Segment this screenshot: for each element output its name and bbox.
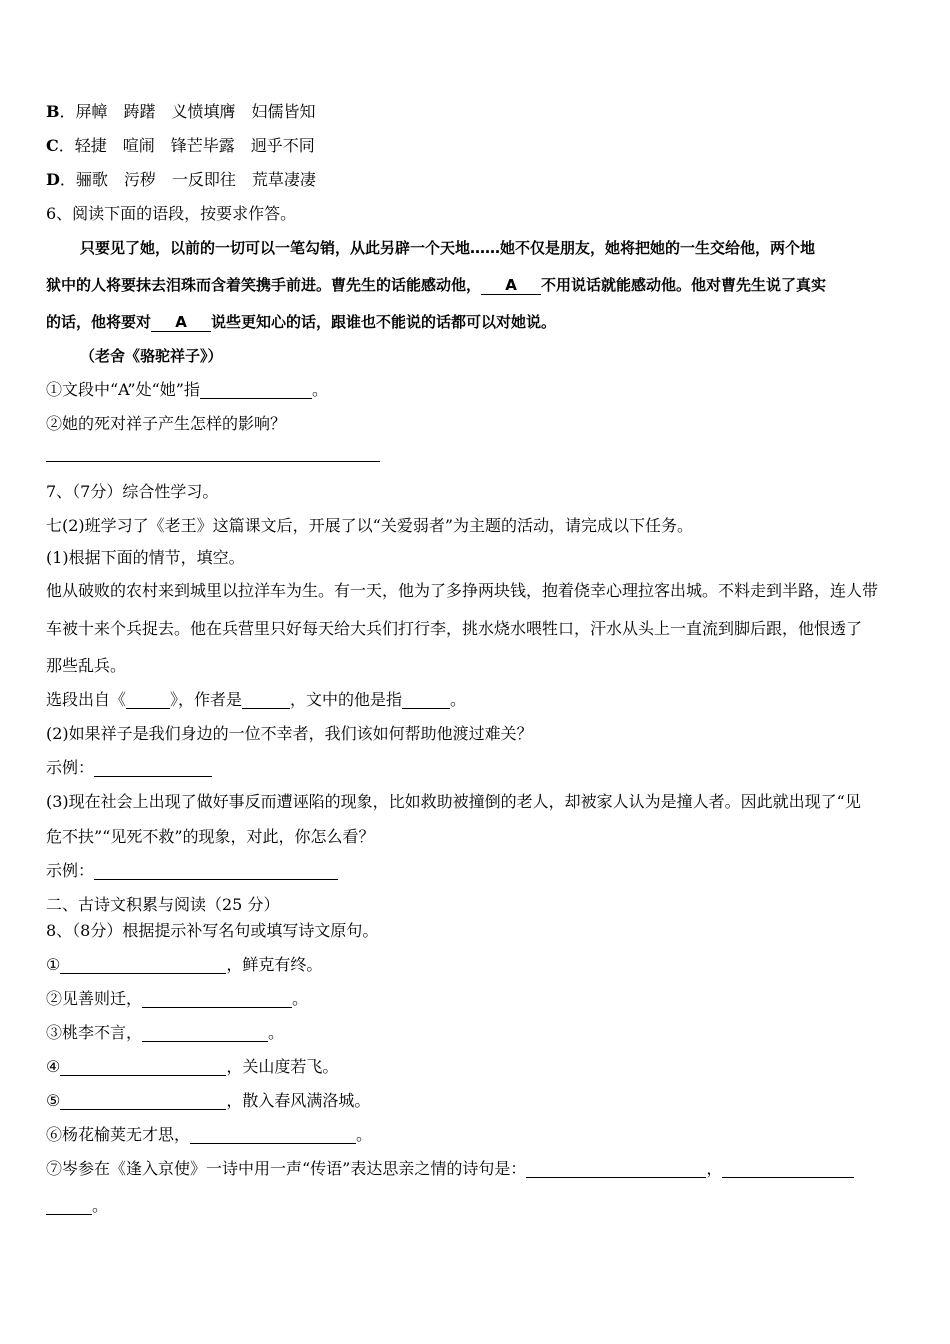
q7-fill-line xyxy=(46,689,466,711)
line-text: ②见善则迁， xyxy=(46,989,143,1008)
option-d xyxy=(46,169,316,191)
q6-source: （老舍《骆驼祥子》） xyxy=(80,347,223,365)
fill-text: ，文中的他是指 xyxy=(290,690,403,709)
q7-heading: 7、（7分）综合性学习。 xyxy=(46,482,219,501)
passage-text: 说些更知心的话，跟谁也不能说的话都可以对她说。 xyxy=(211,313,557,331)
answer-blank[interactable] xyxy=(190,1125,356,1144)
passage-text: 的话，他将要对 xyxy=(46,313,152,331)
passage-text: 不用说话就能感动他。他对曹先生说了真实 xyxy=(541,276,827,294)
q6-sub1 xyxy=(46,379,328,401)
option-b xyxy=(46,101,316,123)
answer-blank[interactable] xyxy=(60,1091,226,1110)
answer-blank[interactable] xyxy=(94,758,212,777)
fill-text: 》，作者是 xyxy=(170,690,243,709)
q7-example2 xyxy=(46,757,212,779)
q7-task3-line2: 危不扶”“见死不救”的现象，对此，你怎么看？ xyxy=(46,827,375,846)
q6-passage-line1: 只要见了她，以前的一切可以一笔勾销，从此另辟一个天地……她不仅是朋友，她将把她的一生交给他，两个地 xyxy=(80,239,816,257)
sub1-text: ①文段中“A”处“她”指 xyxy=(46,380,200,399)
q6-heading: 6、阅读下面的语段，按要求作答。 xyxy=(46,204,297,223)
answer-blank[interactable] xyxy=(242,690,290,709)
fill-text: 。 xyxy=(450,690,467,709)
q7-passage-line2: 车被十来个兵捉去。他在兵营里只好每天给大兵们打行李，挑水烧水喂牲口，汗水从头上一直流到脚后跟，他恨透了 xyxy=(46,619,863,638)
line-text: ，散入春风满洛城。 xyxy=(226,1091,371,1110)
q7-task2: (2)如果祥子是我们身边的一位不幸者，我们该如何帮助他渡过难关？ xyxy=(46,724,533,743)
answer-blank[interactable] xyxy=(126,690,170,709)
example-label: 示例： xyxy=(46,758,95,777)
answer-blank[interactable] xyxy=(142,989,292,1008)
option-c xyxy=(46,135,315,157)
line-text: 。 xyxy=(268,1023,285,1042)
q6-sub2: ②她的死对祥子产生怎样的影响？ xyxy=(46,414,287,433)
q8-line1 xyxy=(46,954,322,976)
example-label: 示例： xyxy=(46,861,95,880)
q6-passage-line3 xyxy=(46,311,556,333)
q7-task3-line1: (3)现在社会上出现了做好事反而遭诬陷的现象，比如救助被撞倒的老人，却被家人认为是撞人者。因此就出现了“见 xyxy=(46,792,861,811)
passage-text: 狱中的人将要抹去泪珠而含着笑携手前进。曹先生的话能感动他， xyxy=(46,276,482,294)
line-text: ，鲜克有终。 xyxy=(226,955,323,974)
line-text: ⑤ xyxy=(46,1091,61,1110)
q7-passage-line3: 那些乱兵。 xyxy=(46,656,127,675)
sub1-end: 。 xyxy=(311,380,328,399)
q8-line3 xyxy=(46,1022,284,1044)
line-text: ⑥杨花榆荚无才思， xyxy=(46,1125,191,1144)
q8-line2 xyxy=(46,988,308,1010)
line-text: 。 xyxy=(92,1196,109,1215)
option-letter: C xyxy=(46,136,59,155)
line-text: ③桃李不言， xyxy=(46,1023,143,1042)
q6-passage-line2 xyxy=(46,274,826,296)
answer-blank[interactable] xyxy=(200,380,312,399)
answer-blank[interactable] xyxy=(94,861,338,880)
q8-line7-cont xyxy=(46,1195,108,1217)
line-text: ，关山度若飞。 xyxy=(226,1057,339,1076)
answer-blank[interactable] xyxy=(402,690,450,709)
answer-line[interactable] xyxy=(46,461,380,462)
answer-blank[interactable] xyxy=(142,1023,268,1042)
q8-line5 xyxy=(46,1090,370,1112)
option-text: ．轻捷 喧闹 锋芒毕露 迥乎不同 xyxy=(58,136,315,155)
line-text: ① xyxy=(46,955,61,974)
line-text: 。 xyxy=(356,1125,373,1144)
q8-line6 xyxy=(46,1124,372,1146)
answer-blank[interactable] xyxy=(722,1159,854,1178)
blank-a: A xyxy=(481,276,541,295)
blank-a: A xyxy=(151,313,211,332)
answer-blank[interactable] xyxy=(60,955,226,974)
answer-blank[interactable] xyxy=(60,1057,226,1076)
answer-blank[interactable] xyxy=(46,1196,92,1215)
q7-intro: 七(2)班学习了《老王》这篇课文后，开展了以“关爱弱者”为主题的活动，请完成以下任务。 xyxy=(46,516,694,535)
line-text: ， xyxy=(706,1159,723,1178)
line-text: ⑦岑参在《逢入京使》一诗中用一声“传语”表达思亲之情的诗句是： xyxy=(46,1159,527,1178)
q7-passage-line1: 他从破败的农村来到城里以拉洋车为生。有一天，他为了多挣两块钱，抱着侥幸心理拉客出城。不料走到半路，连人带 xyxy=(46,581,879,600)
option-text: ．骊歌 污秽 一反即往 荒草凄凄 xyxy=(59,170,316,189)
q7-example3 xyxy=(46,860,338,882)
option-letter: D xyxy=(46,170,60,189)
option-letter: B xyxy=(46,102,60,121)
section-2-heading: 二、古诗文积累与阅读（25 分） xyxy=(46,895,280,914)
q8-line4 xyxy=(46,1056,338,1078)
q7-task1: (1)根据下面的情节，填空。 xyxy=(46,548,245,567)
option-text: ．屏幛 踌躇 义愤填膺 妇儒皆知 xyxy=(59,102,316,121)
q8-line7 xyxy=(46,1158,854,1180)
line-text: ④ xyxy=(46,1057,61,1076)
q8-heading: 8、（8分）根据提示补写名句或填写诗文原句。 xyxy=(46,921,379,940)
fill-text: 选段出自《 xyxy=(46,690,127,709)
line-text: 。 xyxy=(292,989,309,1008)
answer-blank[interactable] xyxy=(526,1159,706,1178)
